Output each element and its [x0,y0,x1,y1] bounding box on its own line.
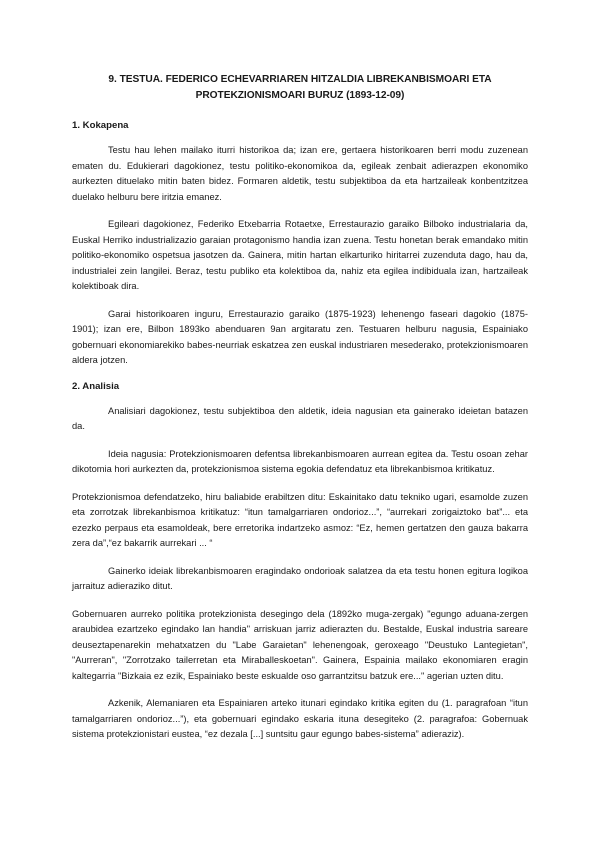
paragraph: Gobernuaren aurreko politika protekzionista desegingo dela (1892ko muga-zergak) "egungo aduana-zergen araubidea ezartzeko egindako lan handia" arriskuan jarriz adierazten du. Bestalde, Euskal industria sareare deuseztapenarekin mehatxatzen du "Labe Garaietan" lehenengoak, geroxeago "Deustuko Lantegietan", "Aurreran", "Zorrotzako tailerretan eta Miraballeskoetan". Gainera, Espainia mailako ekonomiaren eragin kaltegarria "Bizkaia ez ezik, Espainiako beste eskualde oso garrantzitsu batzuk ere..." agerian uzten ditu. [72,608,528,681]
section-heading: 1. Kokapena [72,120,129,131]
paragraph: Garai historikoaren inguru, Errestaurazio garaiko (1875-1923) lehenengo faseari dagokio (1875-1901); izan ere, Bilbon 1893ko abenduaren 9an argitaratu zen. Testuaren helburu nagusia, Espainiako gobernuari ekonomiarekiko babes-neurriak eskatzea zen euskal industriaren mesederako, protekzionismoaren aldera jotzen. [72,308,528,365]
paragraph: Egileari dagokionez, Federiko Etxebarria Rotaetxe, Errestaurazio garaiko Bilboko industrialaria da, Euskal Herriko industrializazio garaian protagonismo handia izan zuena. Testu honetan berak emandako mitin politiko-ekonomiko ospetsua jasotzen da. Gainera, mitin hartan elkarturiko hiritarrei zuzenduta dago, hau da, industrialei zein langilei. Beraz, testu publiko eta kolektiboa da, nahiz eta egilea indibiduala izan, hartzaileak kolektiboak dira. [72,219,528,291]
title-line-2: PROTEKZIONISMOARI BURUZ (1893-12-09) [195,89,405,101]
paragraph: Protekzionismoa defendatzeko, hiru baliabide erabiltzen ditu: Eskainitako datu tekniko ugari, esamolde zuzen eta zorrotzak librekanbismoa kritikatuz: “itun tamalgarriaren ondorioz...”, “aurrekari zorigaiztoko bat”... eta ezezko perpaus eta esamoldeak, bere erretorika indartzeko asmoz: “Ez, hemen gertatzen den gauza bakarra zera da”,“ez bakarrik aurrekari ... “ [72,491,528,548]
document-title [72,72,528,103]
section-kokapena [72,120,528,369]
section-analisia [72,381,528,743]
paragraph: Gainerko ideiak librekanbismoaren eragindako ondorioak salatzea da eta testu honen egitura logikoa jarraituz adieraziko ditut. [72,565,528,591]
document-page [72,72,528,755]
section-heading: 2. Analisia [72,380,120,392]
paragraph: Azkenik, Alemaniaren eta Espainiaren arteko itunari egindako kritika egiten du (1. paragrafoan “itun tamalgarriaren ondorioz...”), eta gobernuari egindako eskaria ituna desegiteko (2. paragrafoa: Gobernuak sistema protekzionistari eustea, “ez dezala [...] suntsitu gaur egungo babes-sistema” adieraziz). [72,698,528,739]
title-line-1: 9. TESTUA. FEDERICO ECHEVARRIAREN HITZALDIA LIBREKANBISMOARI ETA [108,74,492,85]
paragraph: Testu hau lehen mailako iturri historikoa da; izan ere, gertaera historikoaren berri modu zuzenean ematen du. Edukierari dagokionez, testu politiko-ekonomikoa da, egileak zenbait adierazpen ekonomiko aurkezten dituelako mitin baten bidez. Formaren aldetik, testu subjektiboa da eta hartzaileak konbentzitzea duelako helburu bere iritzia emanez. [72,145,528,202]
paragraph: Ideia nagusia: Protekzionismoaren defentsa librekanbismoaren aurrean egitea da. Testu osoan zehar dikotomia hori aurkezten da, protekzionismoa sistema egokia defendatuz eta librekanbismoa kritikatuz. [72,448,528,474]
paragraph: Analisiari dagokionez, testu subjektiboa den aldetik, ideia nagusian eta gainerako ideietan batazen da. [72,405,528,431]
